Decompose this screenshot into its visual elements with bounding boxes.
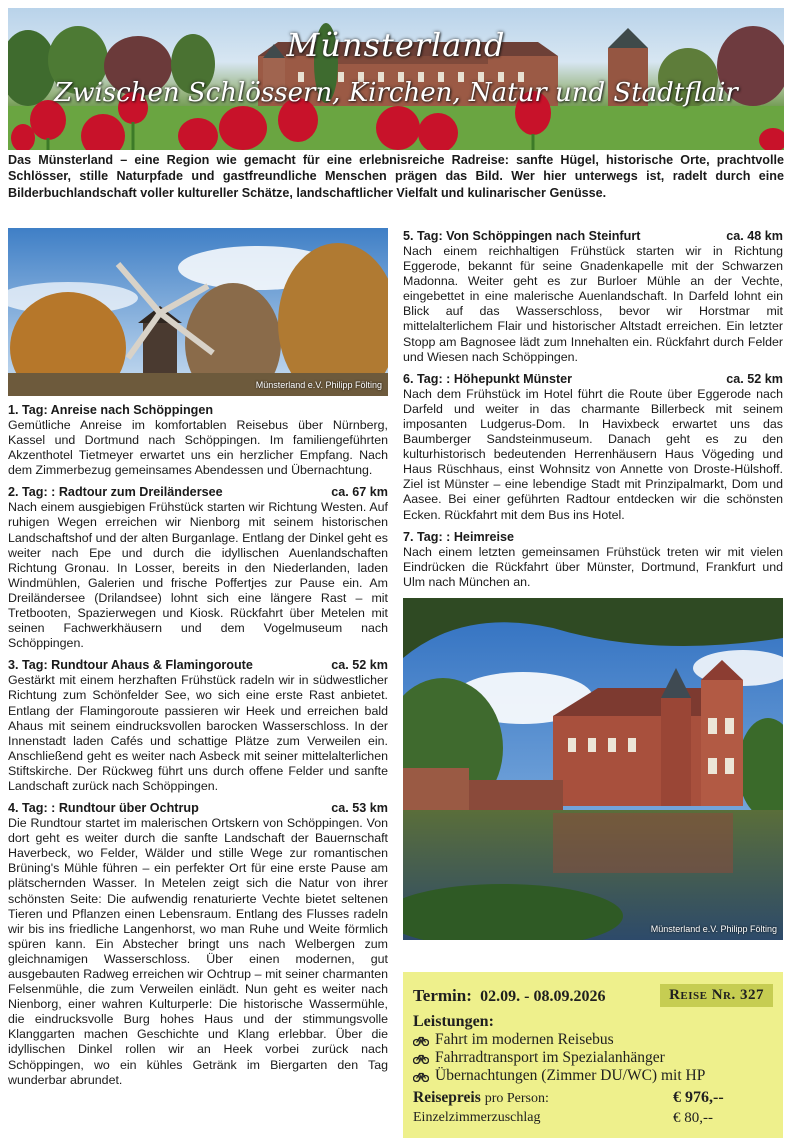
service-text: Fahrt im modernen Reisebus <box>435 1031 614 1048</box>
day-2 <box>8 484 388 651</box>
day-title: 5. Tag: Von Schöppingen nach Steinfurt <box>403 229 641 243</box>
day-title: 6. Tag: : Höhepunkt Münster <box>403 371 573 386</box>
bicycle-icon <box>413 1071 429 1082</box>
day-title: 7. Tag: : Heimreise <box>403 529 515 544</box>
date-line <box>413 986 605 1006</box>
day-text: Nach einem ausgiebigen Frühstück starten wir Richtung Westen. Auf ruhigen Wegen erreichen wir Nienborg mit seinem historischen Landschaftshof und der alten Burganlage. Entlang der Dinkel geht es weiter nach Epe und durch die idyllischen Auenlandschaften Richtung Gronau. In Losser, bereits in den Niederlanden, laden Windmühlen, Galerien und frische Poffertjes zur Pause ein. Am Dreiländersee (Drilandsee) lohnt sich eine längere Rast – mit Tretbooten, Spazierwegen und Kiosk. Rückfahrt über Metelen mit seinen Fachwerkhäusern und dem Vogelmuseum nach Schöppingen. <box>8 500 388 651</box>
price-suffix: pro Person: <box>484 1091 549 1106</box>
service-text: Fahrradtransport im Spezialanhänger <box>435 1049 665 1066</box>
day-distance: ca. 52 km <box>331 658 388 673</box>
photo-credit: Münsterland e.V. Philipp Fölting <box>650 923 777 934</box>
day-text: Die Rundtour startet im malerischen Ortskern von Schöppingen. Von dort geht es weiter durch die sanfte Landschaft der Bauernschaft Haverbeck, wo Felder, Wälder und stille Wege zur romantischen Brüning's Mühle führen – ein perfekter Ort für eine erste Pause am plätschernden Wasser. In Metelen zeigt sich die Natur von ihrer schönsten Seite: Die aufwendig renaturierte Vechte bietet seltenen Tieren und Pflanzen einen Lebensraum. Entlang des Flusses radeln wir bis ins friedliche Langenhorst, wo man Ruhe und Weite förmlich spüren kann. Ein Abstecher bringt uns nach Welbergen zum gleichnamigen Wasserschloss. Über einen modernen, gut ausgebauten Radweg erreichen wir Ochtrup – mit seiner charmanten Felsenmühle, die zum Verweilen einlädt. Nun geht es weiter nach Nienborg, einer wahren Kulturperle: Die historische Wassermühle, die eindrucksvolle Burg hohes Haus und der stimmungsvolle Klanggarten machen Geschichte und Klang erlebbar. Über die idyllischen Dinkel rollen wir an Heek vorbei zurück nach Schöppingen, wo ein kühles Getränk im Biergarten den Tag wunderbar abrundet. <box>8 816 388 1087</box>
day-distance: ca. 48 km <box>726 229 783 243</box>
service-item <box>413 1067 773 1085</box>
windmill-photo <box>8 228 388 396</box>
intro-paragraph: Das Münsterland – eine Region wie gemacht für eine erlebnisreiche Radreise: sanfte Hügel, historische Orte, prachtvolle Schlösser, stille Naturpfade und gastfreundliche Menschen prägen das Bild. Wer hier unterwegs ist, radelt durch eine Bilderbuchlandschaft voller kultureller Schätze, landschaftlicher Vielfalt und kulinarischer Genüsse. <box>8 153 784 200</box>
day-1 <box>8 402 388 478</box>
trip-number-badge: Reise Nr. 327 <box>660 984 773 1007</box>
bicycle-icon <box>413 1053 429 1064</box>
header-banner <box>8 8 784 150</box>
day-text: Nach einem letzten gemeinsamen Frühstück treten wir mit vielen Eindrücken die Rückfahrt über Münster, Dortmund, Frankfurt und Ulm nach München an. <box>403 544 783 589</box>
day-title: 1. Tag: Anreise nach Schöppingen <box>8 403 214 417</box>
price-label: Reisepreis <box>413 1089 481 1106</box>
day-4 <box>8 800 388 1088</box>
page-subtitle: Zwischen Schlössern, Kirchen, Natur und Stadtflair <box>54 78 738 108</box>
single-room-price: € 80,-- <box>673 1110 713 1126</box>
price-value: € 976,-- <box>673 1089 724 1106</box>
day-title: 4. Tag: : Rundtour über Ochtrup <box>8 801 199 816</box>
day-distance: ca. 52 km <box>726 371 783 386</box>
day-distance: ca. 67 km <box>331 485 388 500</box>
day-7 <box>403 529 783 590</box>
booking-info-box <box>403 972 783 1138</box>
day-title: 3. Tag: Rundtour Ahaus & Flamingoroute <box>8 658 253 673</box>
photo-credit: Münsterland e.V. Philipp Fölting <box>255 379 382 390</box>
left-column <box>8 228 388 1088</box>
service-item <box>413 1031 773 1049</box>
service-text: Übernachtungen (Zimmer DU/WC) mit HP <box>435 1067 706 1084</box>
day-title: 2. Tag: : Radtour zum Dreiländersee <box>8 485 223 500</box>
termin-label: Termin: <box>413 985 472 1005</box>
day-6 <box>403 371 783 523</box>
services-heading: Leistungen: <box>413 1013 494 1030</box>
day-3 <box>8 657 388 794</box>
windmill-image <box>8 228 388 396</box>
right-column <box>403 228 783 940</box>
day-text: Nach einem reichhaltigen Frühstück starten wir in Richtung Eggerode, bekannt für seine Gnadenkapelle mit der Schwarzen Madonna. Weiter geht es zur Burloer Mühle an der Vechte, eingebettet in eine malerische Auenlandschaft. In Darfeld lohnt ein Blick auf das Wasserschloss, bevor wir Horstmar mit mittelalterlichem Flair und historischer Altstadt erreichen. Ein letzter Stopp am Bagnosee lädt zum Innehalten ein. Rückfahrt durch Felder und Wiesen nach Schöppingen. <box>403 244 783 364</box>
day-text: Gestärkt mit einem herzhaften Frühstück radeln wir in südwestlicher Richtung zum Schönfelder See, wo sich eine erste Rast anbietet. Entlang der Flamingoroute passieren wir Heek und erreichen bald Ahaus mit seinem eindrucksvollen barocken Wasserschloss. In der Innenstadt laden Cafés und schattige Plätze zum Verweilen ein. Anschließend geht es weiter nach Asbeck mit seiner mittelalterlichen Stiftskirche. Der Rückweg führt uns durch offene Felder und sanfte Landschaft zurück nach Schöppingen. <box>8 673 388 793</box>
single-room-row <box>413 1110 773 1127</box>
day-distance: ca. 53 km <box>331 801 388 816</box>
price-row <box>413 1089 773 1107</box>
service-item <box>413 1049 773 1067</box>
castle-photo <box>403 598 783 940</box>
day-5 <box>403 228 783 365</box>
page-title: Münsterland <box>286 26 506 64</box>
bicycle-icon <box>413 1035 429 1046</box>
single-room-label: Einzelzimmerzuschlag <box>413 1110 541 1125</box>
water-castle-image <box>403 598 783 940</box>
day-text: Gemütliche Anreise im komfortablen Reisebus über Nürnberg, Kassel und Dortmund nach Schöppingen. Im familiengeführten Akzenthotel Tietmeyer erwartet uns ein herzlicher Empfang. Nach dem Zimmerbezug gemeinsames Abendessen und Übernachtung. <box>8 418 388 478</box>
day-text: Nach dem Frühstück im Hotel führt die Route über Eggerode nach Darfeld und weiter in das charmante Billerbeck mit seinem imposanten Ludgerus-Dom. In Havixbeck erwartet uns das Baumberger Sandsteinmuseum. Danach geht es zu den kulturhistorisch bedeutenden Herrenhäusern Haus Vögeding und Haus Rüschhaus, einst Wohnsitz von Annette von Droste-Hülshoff. Ziel ist Münster – eine lebendige Stadt mit Prinzipalmarkt, Dom und Aasee. Bei einer geführten Radtour entdecken wir die schönsten Ecken. Rückfahrt mit dem Bus ins Hotel. <box>403 386 783 522</box>
termin-dates: 02.09. - 08.09.2026 <box>480 987 606 1005</box>
